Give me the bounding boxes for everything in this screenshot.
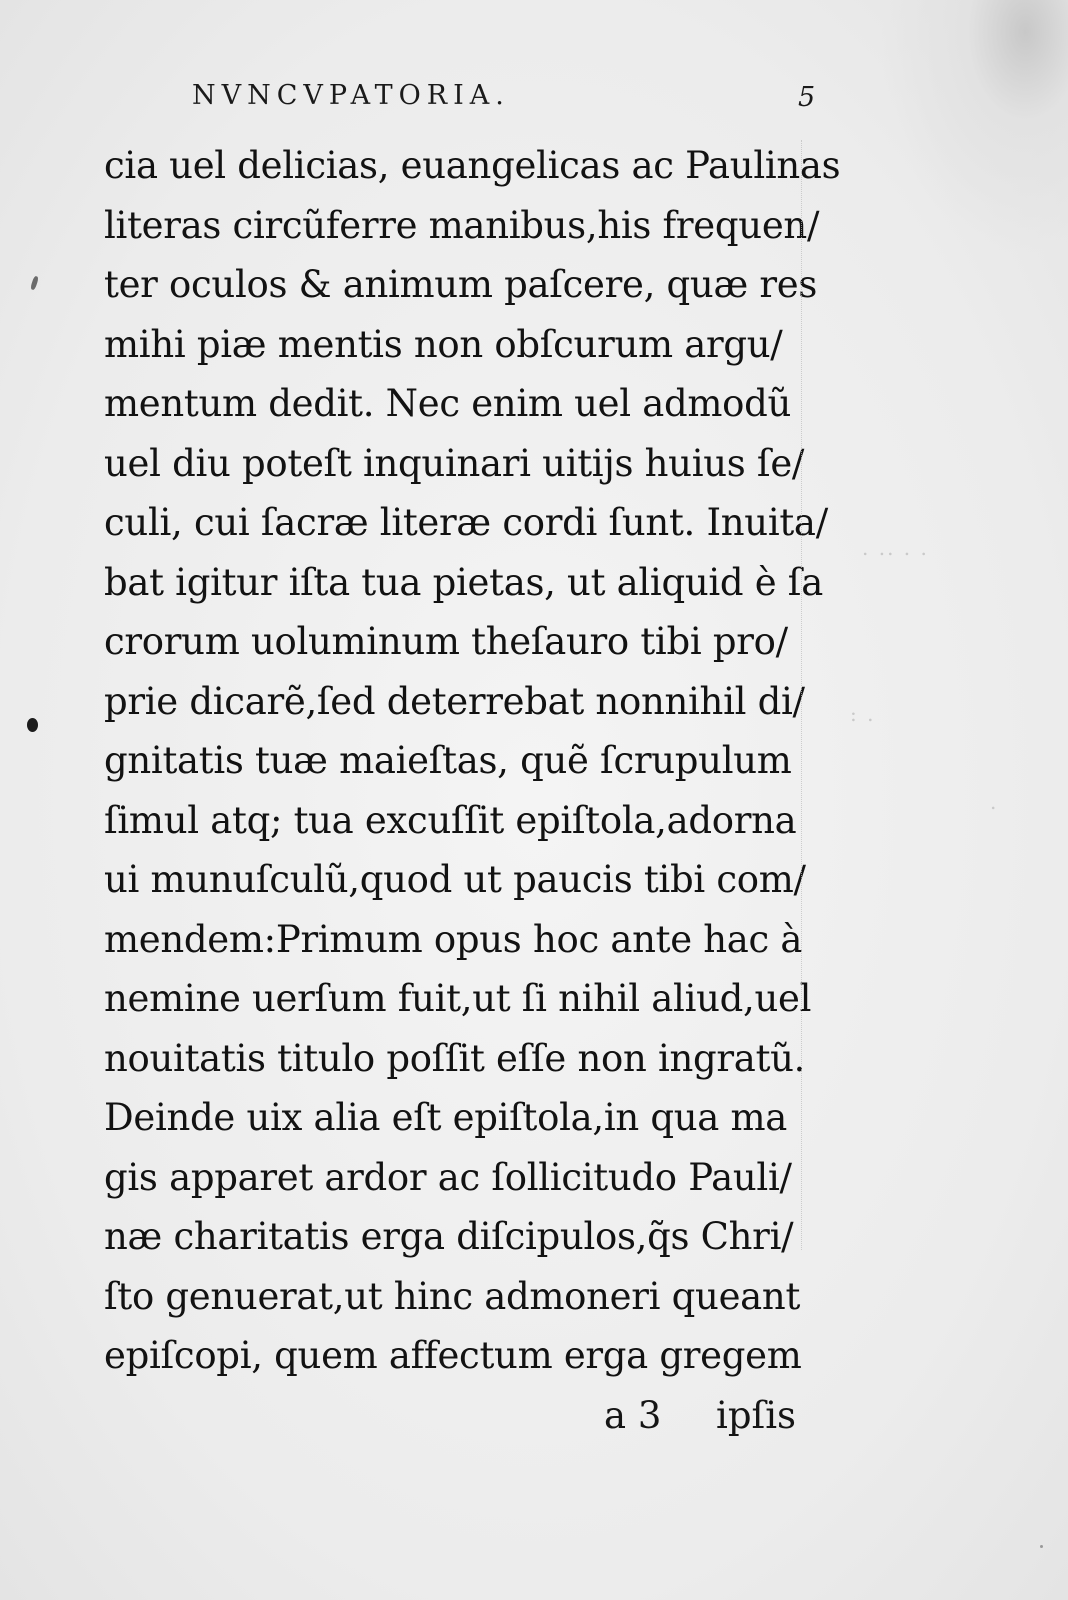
text-line: næ charitatis erga diſcipulos,q̃s Chri/ xyxy=(104,1215,794,1258)
text-line: ſimul atq; tua excuſſit epiſtola,adorna xyxy=(104,798,797,842)
text-line: cia uel delicias, euangelicas ac Paulinas xyxy=(104,144,841,187)
text-line: gis apparet ardor ac ſollicitudo Pauli/ xyxy=(104,1155,792,1199)
text-line: mentum dedit. Nec enim uel admodũ xyxy=(104,382,792,425)
ink-speck xyxy=(27,718,38,732)
show-through-mark: . xyxy=(990,790,999,814)
show-through-mark: : . xyxy=(850,702,876,726)
page-header xyxy=(104,80,824,136)
signature-mark: a 3 xyxy=(604,1393,662,1437)
text-line: ui munuſculũ,quod ut paucis tibi com/ xyxy=(104,858,806,901)
text-line: nouitatis titulo poſſit eſſe non ingratũ. xyxy=(104,1036,806,1080)
text-line: mihi piæ mentis non obſcurum argu/ xyxy=(104,322,783,366)
right-margin-rule xyxy=(801,140,816,1250)
catchword: ipſis xyxy=(716,1393,797,1437)
body-text xyxy=(104,136,841,1386)
text-line: epiſcopi, quem affectum erga gregem xyxy=(104,1334,802,1377)
folio-number: 5 xyxy=(798,82,816,113)
text-line: culi, cui ſacræ literæ cordi ſunt. Inuita/ xyxy=(104,501,828,544)
text-line: prie dicarẽ,ſed deterrebat nonnihil di/ xyxy=(104,679,805,723)
text-line: gnitatis tuæ maieſtas, quẽ ſcrupulum xyxy=(104,739,792,782)
text-line: Deinde uix alia eſt epiſtola,in qua ma xyxy=(104,1096,788,1139)
text-line: ter oculos & animum paſcere, quæ res xyxy=(104,263,818,306)
text-line: uel diu poteſt inquinari uitijs huius ſe/ xyxy=(104,441,805,485)
ink-speck xyxy=(30,276,39,291)
text-line: literas circũferre manibus,his frequen/ xyxy=(104,203,820,247)
text-line: mendem:Primum opus hoc ante hac à xyxy=(104,917,803,961)
page-footer xyxy=(104,1386,824,1446)
text-block xyxy=(104,80,841,1446)
show-through-mark: . .. . . xyxy=(862,536,929,560)
text-line: bat igitur iſta tua pietas, ut aliquid è ſa xyxy=(104,560,823,604)
text-line: ſto genuerat,ut hinc admoneri queant xyxy=(104,1274,801,1318)
ink-speck xyxy=(1040,1545,1043,1548)
text-line: crorum uoluminum theſauro tibi pro/ xyxy=(104,620,788,663)
running-head: NVNCVPATORIA. xyxy=(192,80,510,111)
text-line: nemine uerſum fuit,ut ſi nihil aliud,uel xyxy=(104,977,812,1020)
